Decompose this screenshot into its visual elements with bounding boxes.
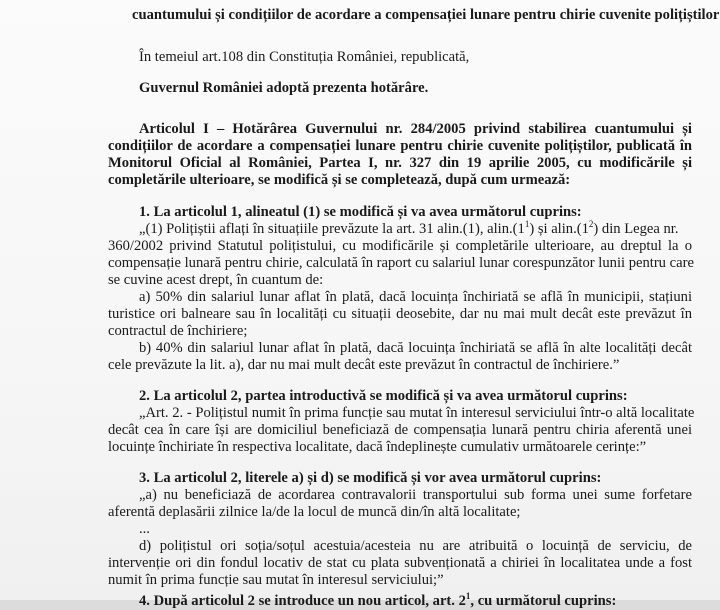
point-1-a-line-1: a) 50% din salariul lunar aflat în plată, dacă locuința închiriată se află în municipii, stațiuni (139, 289, 692, 305)
article-1-line-2: condițiilor de acordare a compensației lunare pentru chirie cuvenite polițiștilor, publicată în (108, 138, 692, 154)
point-1-line-3: compensație lunară pentru chirie, calculată în raport cu salariul lunar corespunzător lunii pentru care (108, 255, 694, 271)
point-1-a-line-2: turistice ori balneare sau în localități cu situații deosebite, dar nu mai mult decât este prevăzut în (108, 306, 692, 322)
point-1-b-line-1: b) 40% din salariul lunar aflat în plată, dacă locuința închiriată se află în alte localități decât (139, 340, 692, 356)
government-adopts: Guvernul României adoptă prezenta hotărâre. (139, 80, 429, 96)
point-1-line-4: se cuvine acest drept, în cuantum de: (108, 272, 324, 288)
point-3-d-line-1: d) polițistul ori soția/soțul acestuia/acesteia nu are atribuită o locuință de serviciu, de (139, 538, 692, 554)
document-title: cuantumului și condițiilor de acordare a compensației lunare pentru chirie cuvenite polițiștilor (132, 7, 720, 23)
point-3-a-line-1: „a) nu beneficiază de acordarea contravalorii transportului sub forma unei sume forfetare (139, 487, 692, 503)
article-1-line-4: completările ulterioare, se modifică și se completează, după cum urmează: (108, 172, 571, 188)
point-1-b-line-2: cele prevăzute la lit. a), dar nu mai mult decât este prevăzut în contractul de închiriere.” (108, 357, 620, 373)
point-2-line-2: decât cea în care își are domiciliul beneficiază de compensația lunară pentru chiria aferentă unei (108, 422, 692, 438)
article-1-line-3: Monitorul Oficial al României, Partea I, nr. 327 din 19 aprilie 2005, cu modificările și (108, 155, 692, 171)
point-3-d-line-2: intervenție ori din fondul locativ de stat cu plata subvenționată a chiriei în localitatea unde a fost (108, 555, 692, 571)
point-2-heading: 2. La articolul 2, partea introductivă se modifică și va avea următorul cuprins: (139, 388, 628, 404)
point-1-line-2: 360/2002 privind Statutul polițistului, cu modificările și completările ulterioare, au dreptul la o (108, 238, 692, 254)
legal-basis: În temeiul art.108 din Constituția României, republicată, (139, 49, 470, 65)
point-3-ellipsis: ... (139, 521, 150, 537)
point-2-line-1: „Art. 2. - Polițistul numit în prima funcție sau mutat în interesul serviciului într-o altă localitate (139, 405, 695, 421)
point-1-heading: 1. La articolul 1, alineatul (1) se modifică și va avea următorul cuprins: (139, 204, 582, 220)
point-4-heading: 4. După articolul 2 se introduce un nou articol, art. $2^1$, cu următorul cuprins: (139, 591, 617, 609)
point-3-d-line-3: numit în prima funcție sau mutat în interesul serviciului;” (108, 572, 444, 588)
point-2-line-3: locuințe închiriate în respectiva localitate, dacă îndeplinește cumulativ următoarele cerințe:” (108, 439, 647, 455)
point-3-heading: 3. La articolul 2, literele a) și d) se modifică și vor avea următorul cuprins: (139, 470, 602, 486)
cropped-top-line (0, 0, 720, 3)
point-1-line-1: „(1) Polițiștii aflați în situațiile prevăzute la art. 31 alin.(1), $alin.(1^1)$ și $alin.(1^2)$ din Legea nr. (139, 219, 679, 237)
point-1-a-line-3: contractul de închiriere; (108, 323, 248, 339)
article-1-line-1: Articolul I – Hotărârea Guvernului nr. 284/2005 privind stabilirea cuantumului și (139, 121, 692, 137)
point-3-a-line-2: aferentă deplasării zilnice la/de la locul de muncă din/în altă localitate; (108, 504, 521, 520)
